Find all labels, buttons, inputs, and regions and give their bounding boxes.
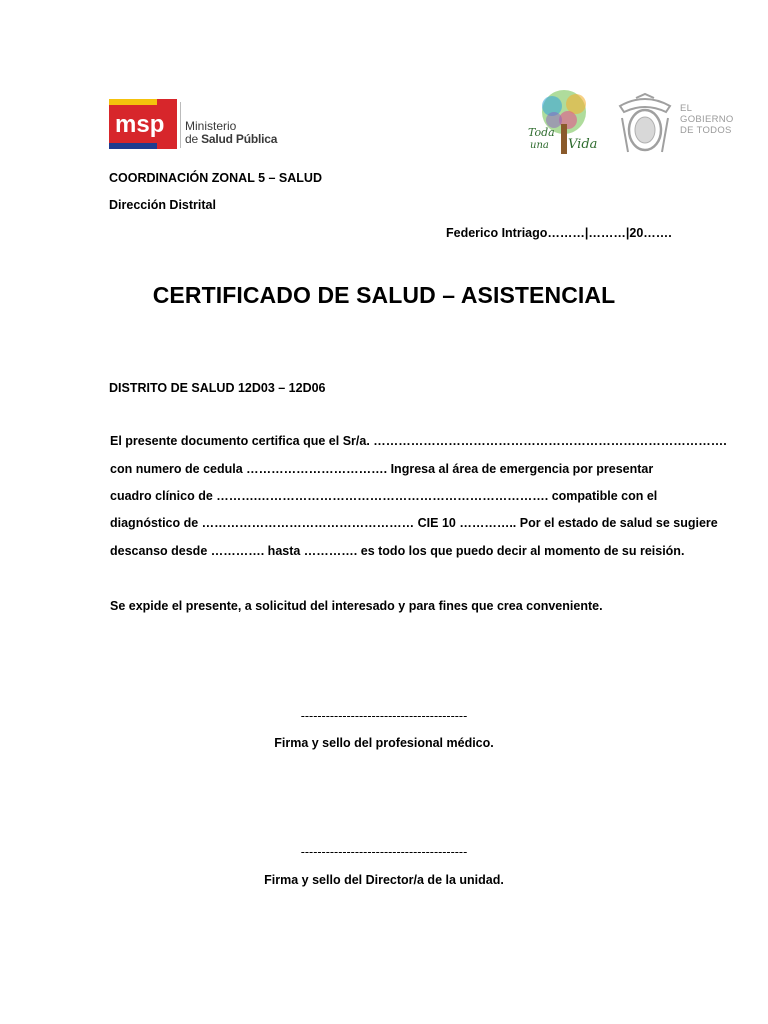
government-name: EL GOBIERNO DE TODOS [680,103,734,136]
ministry-name-line1: Ministerio [185,119,237,133]
svg-text:msp: msp [115,111,165,138]
body-line-3: cuadro clínico de ……….……………………………………………………………. compatible con el [110,489,658,503]
body-line-5: descanso desde …………. hasta …………. es todo los que puedo decir al momento de su reisión. [110,544,685,558]
logo-divider [180,102,181,148]
body-line-2: con numero de cedula ……………………………. Ingresa al área de emergencia por presentar [110,462,654,476]
district-heading: DISTRITO DE SALUD 12D03 – 12D06 [109,381,326,395]
government-logo [524,84,738,164]
signature-label-director: Firma y sello del Director/a de la unidad. [264,873,504,887]
svg-text:Vida: Vida [568,137,598,152]
svg-text:una: una [530,140,549,151]
coat-of-arms-icon [614,92,676,158]
ministry-name-line2: de Salud Pública [185,132,278,146]
body-line-4: diagnóstico de …………………………………………… CIE 10 ………….. Por el estado de salud se sugiere [110,516,718,530]
coordination-heading: COORDINACIÓN ZONAL 5 – SALUD [109,171,322,185]
body-line-1: El presente documento certifica que el Sr/a. …………………………………………………………………………. [110,434,727,448]
ministry-name [185,120,277,146]
svg-text:Toda: Toda [528,126,555,139]
msp-logo-icon [109,99,177,149]
signature-label-doctor: Firma y sello del profesional médico. [274,736,494,750]
direction-heading: Dirección Distrital [109,198,216,212]
closing-statement: Se expide el presente, a solicitud del interesado y para fines que crea conveniente. [110,599,603,613]
signature-line-director: ---------------------------------------- [300,845,468,859]
signature-line-doctor: ---------------------------------------- [300,709,468,723]
document-title: CERTIFICADO DE SALUD – ASISTENCIAL [152,282,616,308]
tree-logo-icon [524,84,604,164]
ministry-logo [109,99,281,151]
place-date-line: Federico Intriago………|………|20……. [446,226,672,240]
